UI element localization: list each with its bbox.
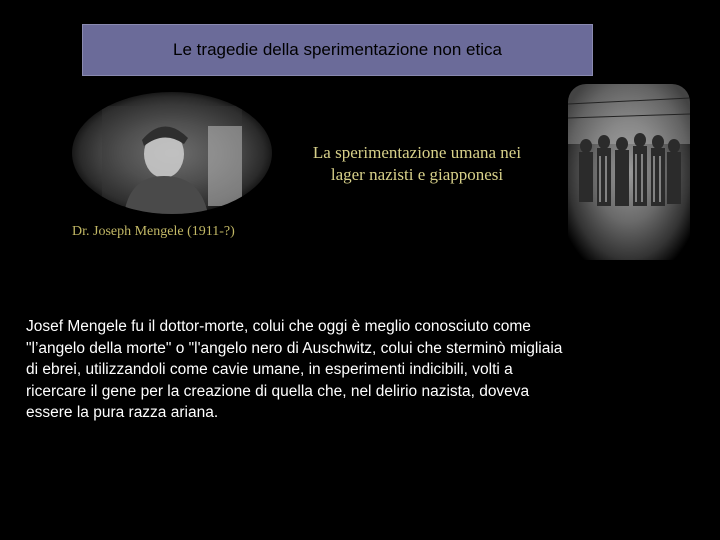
body-paragraph (26, 316, 686, 424)
subtitle-line-1: La sperimentazione umana nei (312, 143, 522, 162)
children-camp-photo (568, 84, 690, 260)
portrait-silhouette (72, 92, 272, 214)
body-line: di ebrei, utilizzandoli come cavie umane, in esperimenti indicibili, volti a (26, 361, 513, 378)
slide-subtitle (282, 142, 552, 186)
slide-title: Le tragedie della sperimentazione non etica (173, 40, 502, 59)
photo-caption: Dr. Joseph Mengele (1911-?) (72, 224, 235, 239)
body-line: essere la pura razza ariana. (26, 404, 219, 421)
body-line: ricercare il gene per la creazione di quella che, nel delirio nazista, doveva (26, 382, 530, 400)
mengele-portrait-photo (72, 92, 272, 214)
body-line: Josef Mengele fu il dottor-morte, colui che oggi è meglio conosciuto come (26, 318, 531, 335)
slide-title-box (82, 24, 593, 76)
subtitle-line-2: lager nazisti e giapponesi (330, 165, 504, 184)
body-line: "l’angelo della morte" o "l'angelo nero di Auschwitz, colui che sterminò migliaia (26, 339, 563, 357)
children-silhouettes (568, 84, 690, 260)
